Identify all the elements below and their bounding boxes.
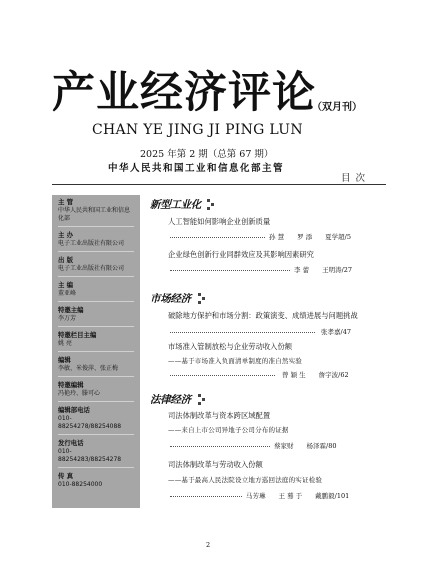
sidebar-value: 010-88254000 — [58, 481, 103, 488]
section-banner-new-industrialization — [150, 198, 250, 210]
sidebar-divider — [58, 251, 134, 252]
sidebar-label: 特邀栏目主编 — [58, 331, 97, 339]
sidebar-value: 010-88254278/88254088 — [58, 415, 122, 430]
toc-heading: 目 次 — [341, 173, 367, 184]
sidebar-label: 传 真 — [58, 472, 74, 480]
sidebar-divider — [58, 467, 134, 468]
issue-line: 2025 年第 2 期（总第 67 期） — [140, 149, 274, 160]
decor-square-icon — [202, 398, 205, 401]
sidebar-label: 特邀主编 — [58, 306, 84, 314]
sidebar-label: 主 办 — [58, 231, 74, 239]
sidebar-label: 编辑部电话 — [58, 406, 90, 414]
section-banner-market-economy — [150, 292, 250, 304]
leader-dots — [170, 237, 265, 238]
toc-entry-authors: 孙 慧 罗 添 夏学超/5 — [269, 233, 351, 241]
frequency-label: （双月刊） — [312, 102, 362, 113]
sidebar-value: 电子工业出版社有限公司 — [58, 240, 125, 247]
sidebar-value: 010-88254283/88254278 — [58, 448, 122, 463]
pinyin-title: CHAN YE JING JI PING LUN — [92, 122, 303, 138]
sidebar-divider — [58, 401, 134, 402]
decor-square-icon — [198, 402, 201, 405]
sidebar-label: 主 编 — [58, 281, 74, 289]
sidebar-label: 发行电话 — [58, 439, 84, 447]
leader-dots — [170, 375, 275, 376]
toc-entry-title[interactable]: 司法体制改革与劳动收入份额 — [168, 460, 263, 469]
section-title: 新型工业化 — [150, 199, 201, 211]
sidebar-value: 电子工业出版社有限公司 — [58, 265, 125, 272]
section-title: 市场经济 — [150, 293, 191, 305]
sidebar-label: 编辑 — [58, 356, 71, 364]
sidebar-value: 姚 亮 — [58, 340, 72, 347]
sidebar-divider — [58, 301, 134, 302]
decor-square-icon — [211, 203, 214, 206]
section-title: 法律经济 — [150, 394, 191, 406]
toc-entry-subtitle: ——来自上市公司异地子公司分布的证据 — [168, 426, 289, 434]
sidebar-value: 李敏、米俊萍、张正梅 — [58, 365, 119, 372]
toc-entry-title[interactable]: 市场准入管制放松与企业劳动收入份额 — [168, 342, 293, 351]
page-number: 2 — [206, 541, 211, 549]
sidebar-divider — [58, 326, 134, 327]
sidebar-divider — [58, 226, 134, 227]
sidebar-value: 冯艳玲、滕可心 — [58, 390, 101, 397]
leader-dots — [170, 270, 290, 271]
decor-square-icon — [198, 394, 201, 397]
sidebar-divider — [58, 434, 134, 435]
toc-entry-authors: 曾 颖 生 詹宇波/62 — [282, 371, 349, 379]
toc-entry-authors: 马芳琳 王 蓦 于 戴鹏毅/101 — [246, 492, 350, 500]
section-banner-law-economics — [150, 393, 250, 405]
toc-entry-title[interactable]: 人工智能如何影响企业创新质量 — [168, 217, 271, 226]
sidebar-label: 出 版 — [58, 256, 74, 264]
decor-square-icon — [202, 297, 205, 300]
sidebar-label: 主 管 — [58, 198, 74, 206]
sidebar-divider — [58, 351, 134, 352]
sidebar-value: 中华人民共和国工业和信息化部 — [58, 207, 131, 222]
toc-entry-subtitle: ——基于最高人民法院设立地方巡回法庭的实证检验 — [168, 476, 323, 484]
toc-entry-authors: 李 蕾 王明涛/27 — [294, 266, 353, 274]
toc-entry-subtitle: ——基于市场准入负面清单制度的准自然实验 — [168, 357, 302, 365]
editorial-sidebar — [52, 195, 140, 508]
toc-entry-authors: 张孝嘉/47 — [321, 328, 351, 336]
toc-entry-title[interactable]: 司法体制改革与资本跨区域配置 — [168, 411, 271, 420]
sidebar-value: 李万芳 — [58, 315, 77, 322]
decor-square-icon — [207, 207, 210, 210]
sidebar-divider — [58, 276, 134, 277]
toc-entry-title[interactable]: 企业绿色创新行业同群效应及其影响因素研究 — [168, 250, 314, 259]
decor-square-icon — [198, 301, 201, 304]
sidebar-divider — [58, 376, 134, 377]
masthead-title: 产业经济评论 — [52, 68, 316, 118]
leader-dots — [170, 332, 315, 333]
sponsor-line: 中华人民共和国工业和信息化部主管 — [108, 163, 285, 174]
leader-dots — [170, 496, 242, 497]
sidebar-label: 特邀编辑 — [58, 381, 84, 389]
toc-rule — [52, 184, 386, 185]
sidebar-value: 董亚峰 — [58, 290, 77, 297]
toc-entry-authors: 蔡家财 杨泽霖/80 — [274, 442, 337, 450]
decor-square-icon — [207, 199, 210, 202]
leader-dots — [170, 446, 270, 447]
decor-square-icon — [198, 293, 201, 296]
toc-entry-title[interactable]: 破除地方保护和市场分割：政策演变、成绩进展与问题挑战 — [168, 311, 358, 320]
